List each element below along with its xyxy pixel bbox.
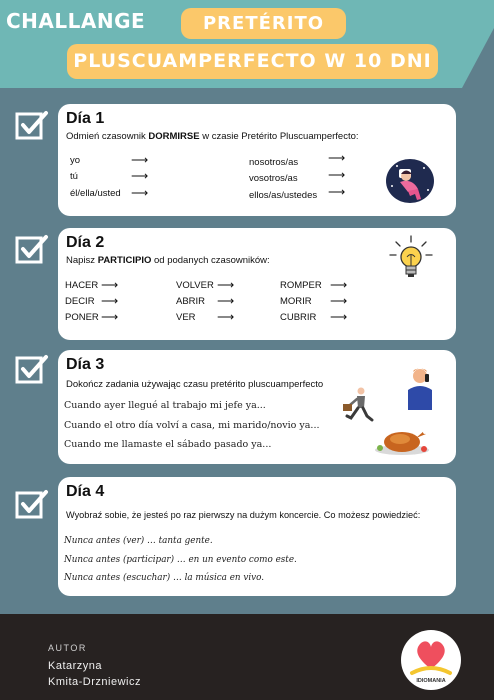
checkbox-icon[interactable] (15, 108, 49, 142)
day-4-card (58, 477, 456, 596)
arrow-icon: ⟶ (131, 186, 149, 200)
author-name (48, 658, 188, 690)
arrow-icon: ⟶ (101, 294, 119, 308)
arrow-icon: ⟶ (217, 294, 235, 308)
verb-morir: MORIR (280, 296, 312, 307)
verb-cubrir: CUBRIR (280, 312, 317, 323)
pronoun-vosotros: vosotros/as (249, 173, 298, 184)
day-1-title: Día 1 (66, 110, 105, 127)
sleeping-person-icon (384, 156, 436, 206)
arrow-icon: ⟶ (328, 185, 346, 199)
logo-text: IDIOMANIA (416, 678, 446, 684)
arrow-icon: ⟶ (330, 310, 348, 324)
verb-volver: VOLVER (176, 280, 214, 291)
day-4-sentence-3: Nunca antes (escuchar) … la música en vivo. (64, 573, 265, 583)
footer (0, 614, 494, 700)
author-last-name: Kmita-Drzniewicz (48, 676, 141, 688)
title-line-2: PLUSCUAMPERFECTO W 10 DNI (67, 44, 438, 79)
title-line-1: PRETÉRITO (181, 8, 346, 39)
day-3-sentence-3: Cuando me llamaste el sábado pasado ya... (64, 439, 272, 450)
day-4-instruction: Wyobraź sobie, że jesteś po raz pierwszy na dużym koncercie. Co możesz powiedzieć: (66, 510, 421, 520)
arrow-icon: ⟶ (328, 151, 346, 165)
day-4-sentence-2: Nunca antes (participar) … en un evento como este. (64, 555, 297, 565)
checkbox-icon[interactable] (15, 487, 49, 521)
arrow-icon: ⟶ (330, 294, 348, 308)
pronoun-nosotros: nosotros/as (249, 157, 299, 168)
day-1-card (58, 104, 456, 216)
day-2-title: Día 2 (66, 234, 105, 251)
lightbulb-icon (388, 234, 434, 284)
verb-hacer: HACER (65, 280, 99, 291)
verb-ver: VER (176, 312, 196, 323)
author-first-name: Katarzyna (48, 660, 103, 672)
arrow-icon: ⟶ (217, 310, 235, 324)
day-3-title: Día 3 (66, 356, 105, 373)
verb-poner: PONER (65, 312, 99, 323)
day-3-instruction: Dokończ zadania używając czasu pretérito pluscuamperfecto (66, 379, 324, 390)
day-4-sentence-1: Nunca antes (ver) … tanta gente. (64, 536, 213, 546)
header-band (0, 0, 494, 88)
day-3-sentence-2: Cuando el otro día volví a casa, mi marido/novio ya... (64, 420, 320, 431)
day-2-card (58, 228, 456, 340)
day-2-instruction: Napisz PARTICIPIO od podanych czasowników: (66, 255, 270, 266)
arrow-icon: ⟶ (131, 169, 149, 183)
running-businessman-icon (341, 386, 375, 426)
arrow-icon: ⟶ (101, 310, 119, 324)
day-4-title: Día 4 (66, 483, 105, 500)
verb-abrir: ABRIR (176, 296, 206, 307)
arrow-icon: ⟶ (328, 168, 346, 182)
author-label: AUTOR (48, 643, 87, 653)
roast-turkey-icon (374, 426, 430, 456)
idiomania-logo[interactable] (400, 629, 462, 691)
pronoun-tu: tú (70, 171, 78, 182)
challenge-label: CHALLANGE (6, 9, 146, 33)
day-1-instruction: Odmień czasownik DORMIRSE w czasie Pretérito Pluscuamperfecto: (66, 131, 359, 142)
arrow-icon: ⟶ (101, 278, 119, 292)
pronoun-ellos: ellos/as/ustedes (249, 190, 318, 201)
arrow-icon: ⟶ (217, 278, 235, 292)
arrow-icon: ⟶ (330, 278, 348, 292)
verb-decir: DECIR (65, 296, 95, 307)
pronoun-yo: yo (70, 155, 81, 166)
checkbox-icon[interactable] (15, 232, 49, 266)
day-3-card (58, 350, 456, 464)
pronoun-el: él/ella/usted (70, 188, 121, 199)
person-with-phone-icon (398, 364, 442, 410)
checkbox-icon[interactable] (15, 352, 49, 386)
day-3-sentence-1: Cuando ayer llegué al trabajo mi jefe ya... (64, 400, 266, 411)
arrow-icon: ⟶ (131, 153, 149, 167)
verb-romper: ROMPER (280, 280, 322, 291)
